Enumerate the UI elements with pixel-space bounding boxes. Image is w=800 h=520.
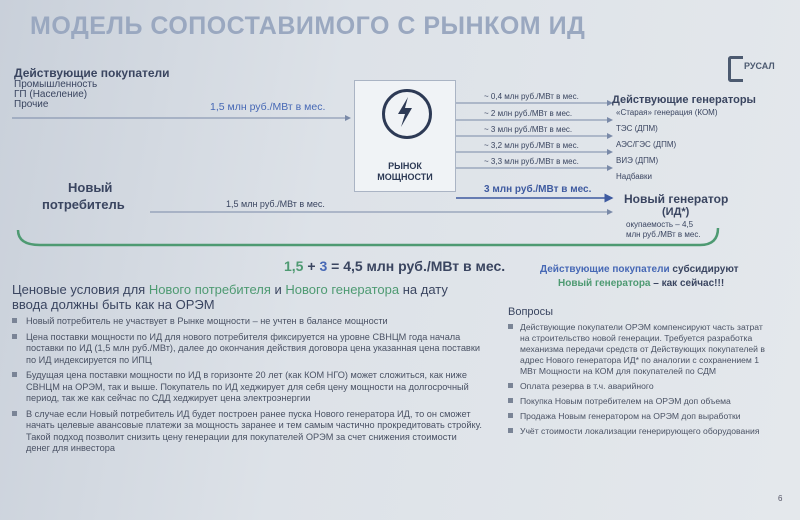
formula-bracket: [18, 228, 718, 245]
price-conditions-heading: Ценовые условия для Нового потребителя и Нового генератора на дату ввода должны быть как на ОРЭМ: [12, 282, 448, 312]
new-generator-line2: (ИД*): [662, 206, 690, 218]
page-number: 6: [778, 494, 783, 503]
list-item: Новый потребитель не участвует в Рынке мощности – не учтен в балансе мощности: [12, 316, 482, 328]
list-item: Продажа Новым генератором на ОРЭМ доп выработки: [508, 411, 768, 422]
new-consumer-line1: Новый: [68, 180, 113, 195]
price-conditions-block: [12, 282, 482, 455]
new-consumer-line2: потребитель: [42, 197, 125, 212]
buyers-item-population: ГП (Население): [14, 89, 88, 100]
flow-label-3: ~ 3 млн руб./МВт в мес.: [484, 125, 573, 134]
new-generator-payback2: млн руб./МВт в мес.: [626, 230, 701, 239]
list-item: Цена поставки мощности по ИД для нового потребителя фиксируется на уровне СВНЦМ года начала поставки по ИД (1,5 млн руб./МВт), далее до окончания действия договора цена указанная цена поставки по ИД индексируется по ИПЦ: [12, 332, 482, 367]
buyers-price: 1,5 млн руб./МВт в мес.: [210, 101, 326, 113]
list-item: Действующие покупатели ОРЭМ компенсируют часть затрат на строительство новой генерации. Требуется разработка механизма передачи средств от Действующих покупателей в адрес Нового генератора ИД* по аналогии с сохранением 1 МВт Мощности на КОМ для покупателей по СДМ: [508, 322, 768, 377]
buyers-item-industry: Промышленность: [14, 79, 98, 90]
formula: [284, 258, 505, 274]
generator-item-bonus: Надбавки: [616, 172, 652, 181]
rusal-logo-text: РУСАЛ: [744, 61, 775, 71]
subsidy-line2: Новый генератора – как сейчас!!!: [558, 278, 725, 289]
generator-item-old: «Старая» генерация (КОМ): [616, 108, 718, 117]
formula-b: 3: [319, 258, 328, 274]
questions-block: [508, 306, 768, 437]
formula-rest: = 4,5 млн руб./МВт в мес.: [331, 258, 506, 274]
generator-item-vie: ВИЭ (ДПМ): [616, 156, 659, 165]
list-item: Оплата резерва в т.ч. аварийного: [508, 381, 768, 392]
list-item: Покупка Новым потребителем на ОРЭМ доп объема: [508, 396, 768, 407]
formula-plus: +: [307, 258, 316, 274]
market-label: РЫНОК МОЩНОСТИ: [377, 161, 433, 182]
flow-label-1: ~ 0,4 млн руб./МВт в мес.: [484, 92, 579, 101]
list-item: Учёт стоимости локализации генерирующего оборудования: [508, 426, 768, 437]
lightning-icon: [382, 89, 432, 139]
list-item: В случае если Новый потребитель ИД будет построен ранее пуска Нового генератора ИД, то он сможет начать целевые авансовые платежи за мощность заранее и тем самым частично прокредитовать стройку. Такой подход позволит снизить цену генерации для покупателей ОРЭМ за счет снижения стоимости денег для инвестора: [12, 409, 482, 455]
generator-item-tes: ТЭС (ДПМ): [616, 124, 658, 133]
new-consumer-price: 1,5 млн руб./МВт в мес.: [226, 199, 325, 209]
generator-item-aes: АЭС/ГЭС (ДПМ): [616, 140, 677, 149]
new-generator-payback1: окупаемость – 4,5: [626, 220, 694, 229]
buyers-heading: Действующие покупатели: [14, 66, 170, 80]
formula-a: 1,5: [284, 258, 304, 274]
flow-label-4: ~ 3,2 млн руб./МВт в мес.: [484, 141, 579, 150]
buyers-item-other: Прочие: [14, 99, 49, 110]
flow-label-2: ~ 2 млн руб./МВт в мес.: [484, 109, 573, 118]
questions-heading: Вопросы: [508, 306, 554, 318]
generators-heading: Действующие генераторы: [612, 94, 756, 106]
subsidy-line1: Действующие покупатели субсидируют: [540, 264, 739, 275]
market-box: [354, 80, 456, 192]
new-gen-flow-label: 3 млн руб./МВт в мес.: [484, 184, 592, 195]
new-generator-line1: Новый генератор: [624, 192, 729, 206]
flow-label-5: ~ 3,3 млн руб./МВт в мес.: [484, 157, 579, 166]
slide-title: МОДЕЛЬ СОПОСТАВИМОГО С РЫНКОМ ИД: [30, 12, 586, 40]
list-item: Будущая цена поставки мощности по ИД в горизонте 20 лет (как КОМ НГО) может сложиться, как ниже СВНЦМ на ОРЭМ, так и выше. Покупатель по ИД хеджирует для себя цену мощности на долгосрочный период, так же как сейчас по СДД хеджирует цена электроэнергии: [12, 370, 482, 405]
